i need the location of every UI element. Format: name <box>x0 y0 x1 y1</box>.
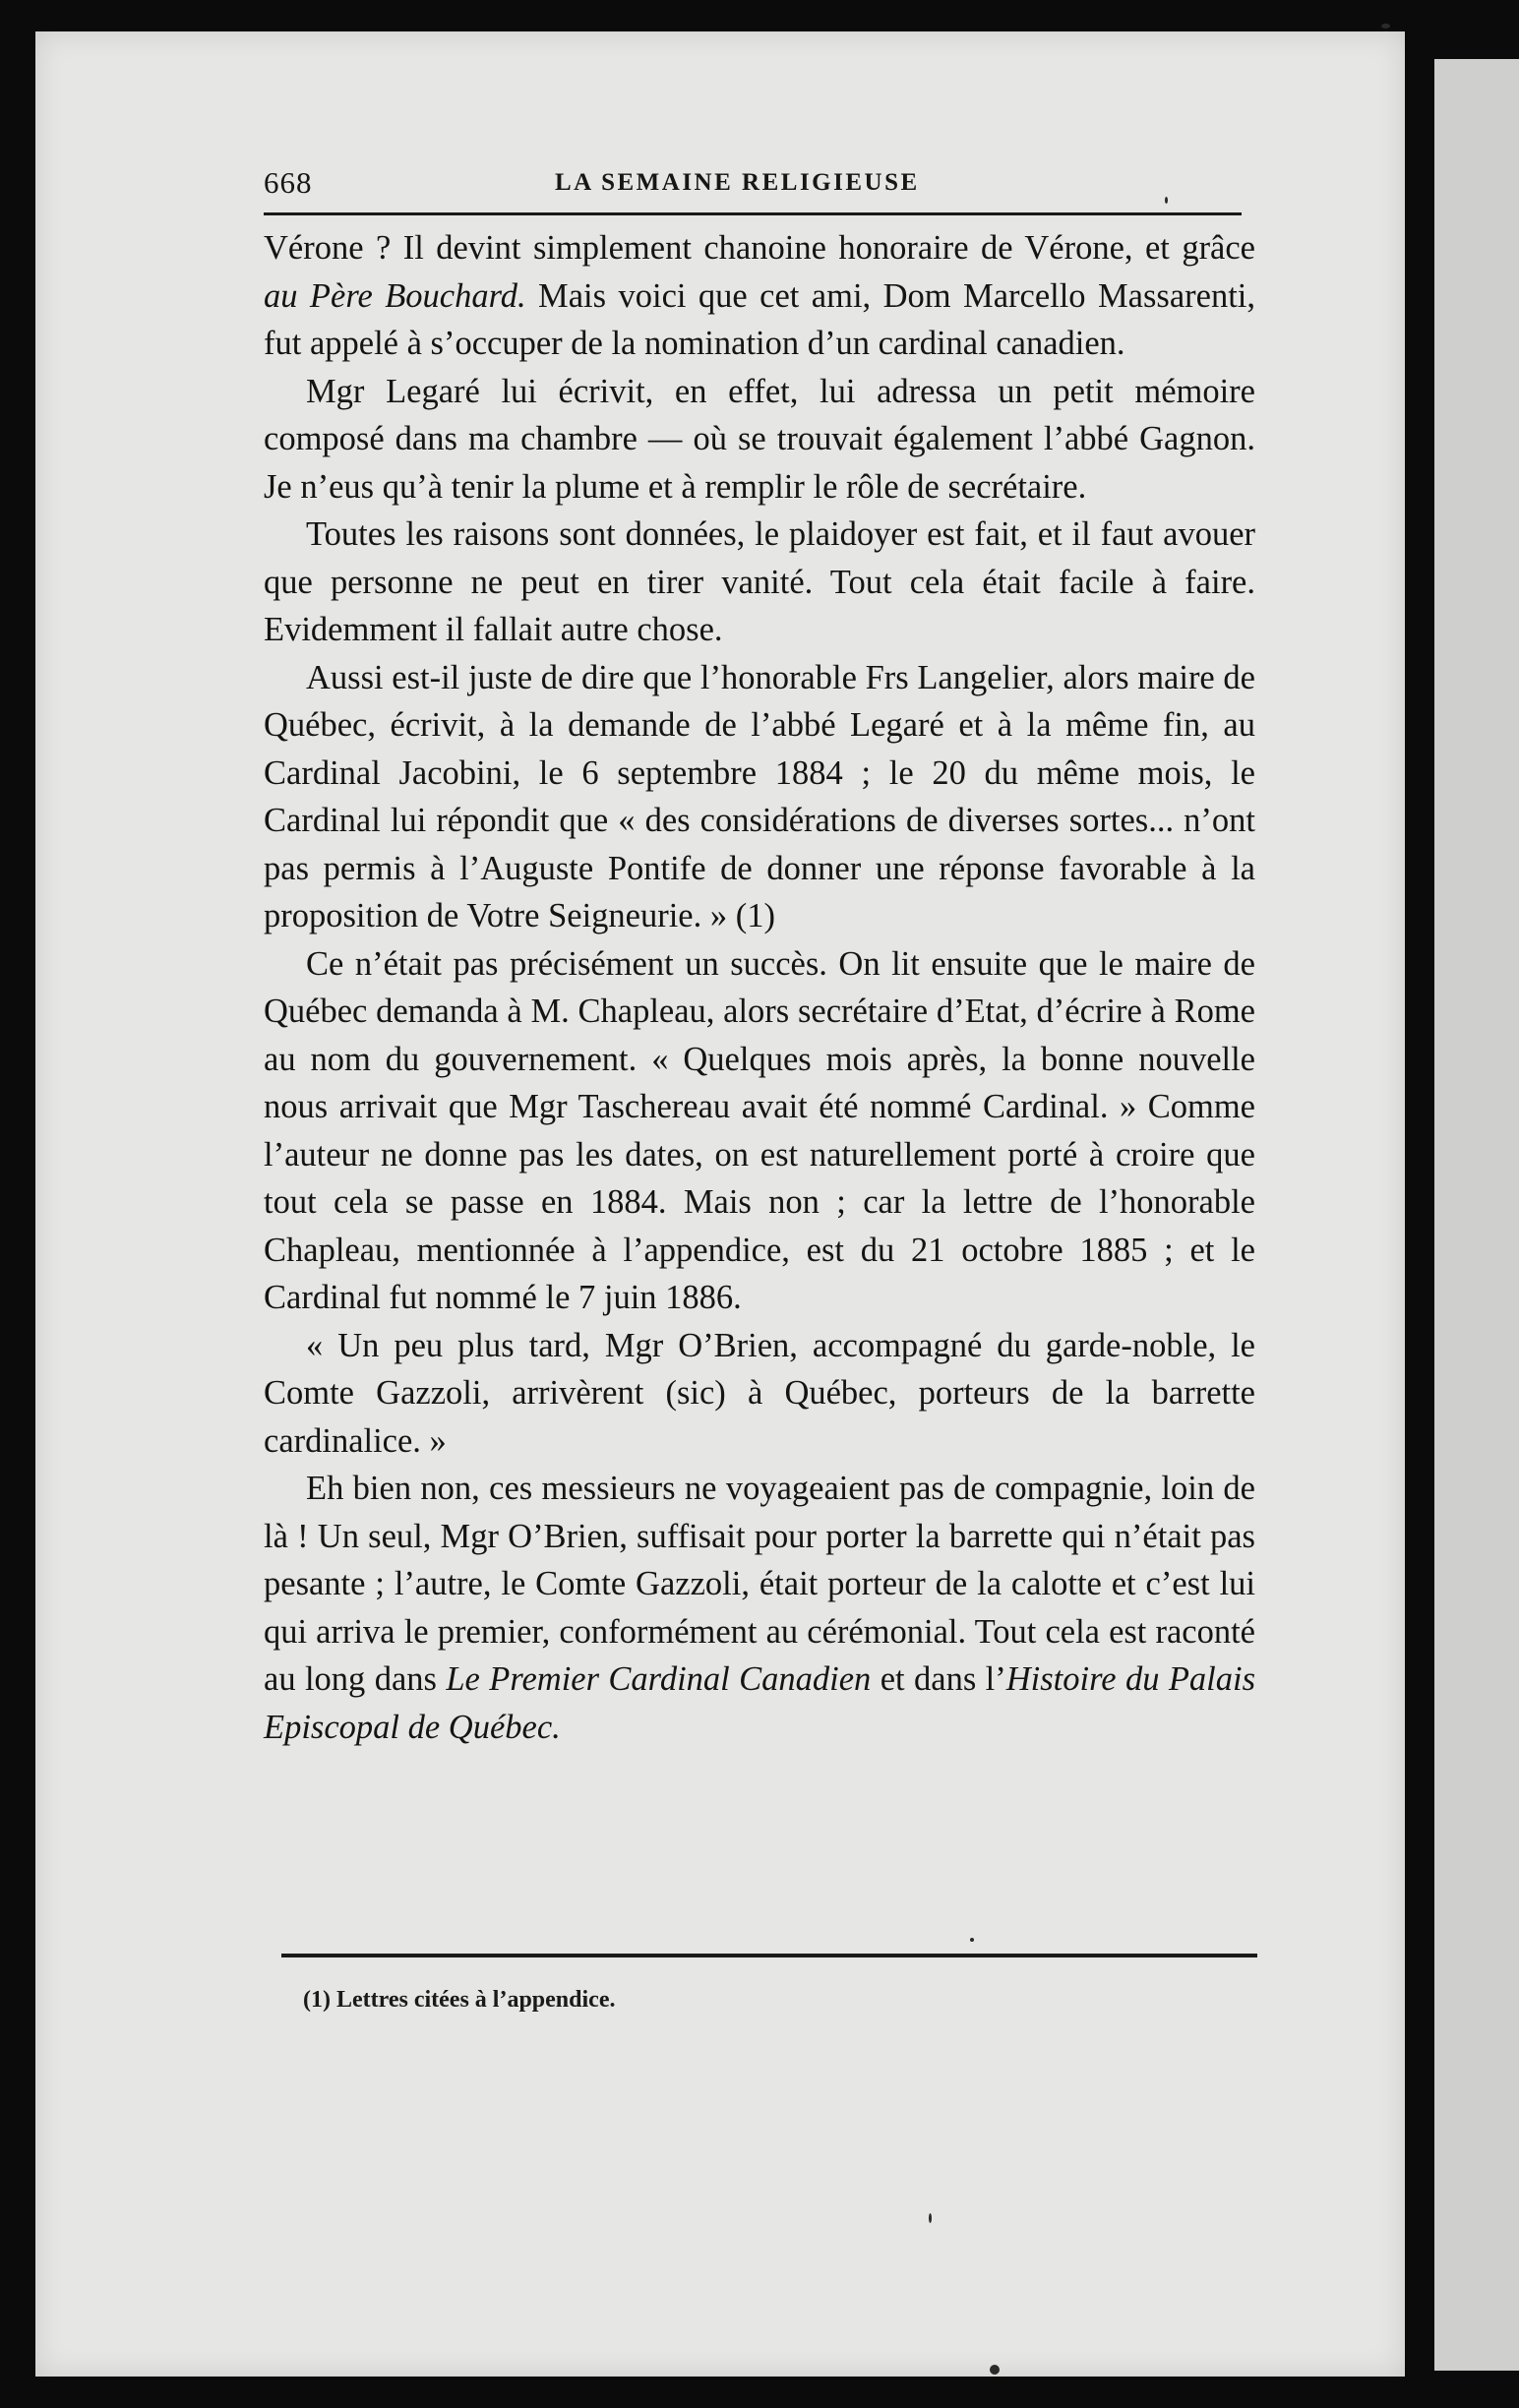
footnote: (1) Lettres citées à l’appendice. <box>303 1987 616 2013</box>
paragraph-7 <box>264 1465 1255 1751</box>
paragraph-7-italic-title-2: Histoire du Palais Episcopal de Québec. <box>264 1660 1256 1746</box>
next-page-edge <box>1434 59 1519 2371</box>
footnote-rule <box>281 1954 1257 1957</box>
paragraph-4: Aussi est-il juste de dire que l’honorable Frs Langelier, alors maire de Québec, écrivit, à la demande de l’abbé Legaré et à la même fin, au Cardinal Jacobini, le 6 septembre 1884 ; le 20 du même mois, le Cardinal lui répondit que « des considérations de diverses sortes... n’ont pas permis à l’Auguste Pontife de donner une réponse favorable à la proposition de Votre Seigneurie. » (1) <box>264 658 1255 934</box>
scan-speck <box>929 2213 932 2223</box>
paragraph-1-text-b: Mais voici que cet ami, Dom Marcello Massarenti, fut appelé à s’occuper de la nomination d’un cardinal canadien. <box>264 276 1255 362</box>
paragraph-3: Toutes les raisons sont données, le plaidoyer est fait, et il faut avouer que personne ne peut en tirer vanité. Tout cela était facile à faire. Evidemment il fallait autre chose. <box>264 515 1255 648</box>
paragraph-6: « Un peu plus tard, Mgr O’Brien, accompagné du garde-noble, le Comte Gazzoli, arrivèrent (sic) à Québec, porteurs de la barrette cardinalice. » <box>264 1326 1255 1460</box>
running-title: LA SEMAINE RELIGIEUSE <box>555 169 920 196</box>
scan-speck <box>1381 24 1390 29</box>
paragraph-7-text-b: et dans l’ <box>871 1660 1006 1698</box>
paragraph-1-text-a: Vérone ? Il devint simplement chanoine honoraire de Vérone, et grâce <box>264 229 1255 267</box>
header-rule <box>264 212 1242 215</box>
paragraph-5: Ce n’était pas précisément un succès. On lit ensuite que le maire de Québec demanda à M. Chapleau, alors secrétaire d’Etat, d’écrire à Rome au nom du gouvernement. « Quelques mois après, la bonne nouvelle nous arrivait que Mgr Taschereau avait été nommé Cardinal. » Comme l’auteur ne donne pas les dates, on est naturellement porté à croire que tout cela se passe en 1884. Mais non ; car la lettre de l’honorable Chapleau, mentionnée à l’appendice, est du 21 octobre 1885 ; et le Cardinal fut nommé le 7 juin 1886. <box>264 944 1255 1316</box>
paragraph-1 <box>264 224 1255 368</box>
paragraph-2: Mgr Legaré lui écrivit, en effet, lui adressa un petit mémoire composé dans ma chambre — où se trouvait également l’abbé Gagnon. Je n’eus qu’à tenir la plume et à remplir le rôle de secrétaire. <box>264 372 1255 506</box>
body-text <box>264 224 1255 1751</box>
page-number: 668 <box>264 165 313 200</box>
paragraph-7-italic-title-1: Le Premier Cardinal Canadien <box>446 1660 872 1698</box>
paragraph-1-italic: au Père Bouchard. <box>264 276 526 315</box>
scan-speck <box>990 2365 1000 2375</box>
running-head <box>260 165 1244 205</box>
paragraph-7-text-a: Eh bien non, ces messieurs ne voyageaient pas de compagnie, loin de là ! Un seul, Mgr O’Brien, suffisait pour porter la barrette qui n’était pas pesante ; l’autre, le Comte Gazzoli, était porteur de la calotte et c’est lui qui arriva le premier, conformément au cérémonial. Tout cela est raconté au long dans <box>264 1470 1255 1698</box>
scan-speck <box>970 1938 974 1942</box>
scan-speck <box>1165 197 1168 204</box>
